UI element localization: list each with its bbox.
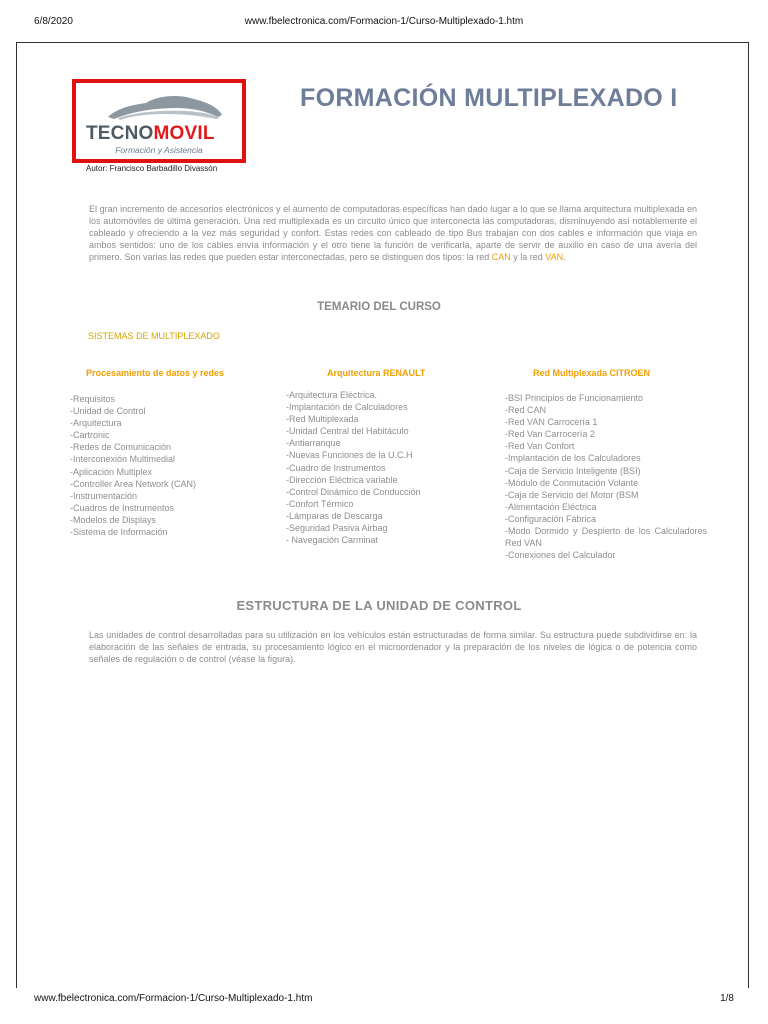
list-item: -Módulo de Conmutación Volante <box>505 477 639 488</box>
list-item: -Instrumentación <box>70 490 138 501</box>
list-item: -Cuadro de Instrumentos <box>286 462 386 473</box>
van-link[interactable]: VAN <box>545 252 564 262</box>
list-item: -Red Van Carrocería 2 <box>505 429 595 440</box>
column-title-procesamiento[interactable]: Procesamiento de datos y redes <box>86 368 225 378</box>
list-item: -Sistema de Información <box>70 527 168 538</box>
list-item: -Implantación de Calculadores <box>286 402 408 413</box>
list-item: -BSI Principios de Funcionamiento <box>505 393 644 403</box>
print-footer-url: www.fbelectronica.com/Formacion-1/Curso-Multiplexado-1.htm <box>34 993 313 1004</box>
list-item: -Dirección Eléctrica variable <box>286 474 398 485</box>
page-title: FORMACIÓN MULTIPLEXADO I <box>300 84 678 112</box>
print-header-url: www.fbelectronica.com/Formacion-1/Curso-Multiplexado-1.htm <box>244 16 524 27</box>
citroen-list <box>505 392 707 561</box>
car-silhouette-icon <box>106 91 224 121</box>
author-credit: Autor: Francisco Barbadillo Divassón <box>86 164 218 173</box>
list-item: -Confort Térmico <box>286 498 354 509</box>
intro-text: El gran incremento de accesorios electrónicos y el aumento de computadoras específicas han dado lugar a lo que se llama arquitectura multiplexada en los automóviles de última generación. Una red multiplexada es un circuito único que interconecta las computadoras, disminuyendo así notablemente el cableado y ofreciendo a la vez más seguridad y confort. Estas redes con cableado de tipo Bus trabajan con dos cables e información que viaja en ambos sentidos: uno de los cables envía información y el otro tiene la función de verificarla, aparte de servir de auxilio en caso de una avería del primero. Son varias las redes que pueden estar interconectadas, pero se distinguen dos tipos: la red <box>89 204 697 262</box>
tecnomovil-logo <box>72 79 246 163</box>
list-item: -Caja de Servicio del Motor (BSM <box>505 489 639 500</box>
intro-mid-text: y la red <box>510 252 546 262</box>
renault-list <box>286 389 421 546</box>
can-link[interactable]: CAN <box>491 252 511 262</box>
list-item: - Navegación Carminat <box>286 535 379 546</box>
estructura-paragraph: Las unidades de control desarrolladas para su utilización en los vehículos están estructuradas de forma similar. Su estructura puede subdividirse en: la elaboración de las señales de entrada, su procesamiento lógico en el microordenador y la preparación de los niveles de lógica o de potencia como señales de regulación o de control (véase la figura). <box>89 630 697 664</box>
list-item: -Red Van Confort <box>505 441 575 452</box>
logo-wordmark-movil: MOVIL <box>153 123 215 144</box>
list-item: -Arquitectura <box>70 418 122 429</box>
list-item: -Modo Dormido y Despierto de los Calculadores Red VAN <box>505 526 707 549</box>
estructura-heading: ESTRUCTURA DE LA UNIDAD DE CONTROL <box>236 598 522 613</box>
intro-end-text: . <box>563 252 566 262</box>
list-item: -Cuadros de Instrumentos <box>70 502 175 513</box>
list-item: -Conexiones del Calculador <box>505 550 616 561</box>
list-item: -Configuración Fábrica <box>505 513 597 524</box>
sistemas-subheading[interactable]: SISTEMAS DE MULTIPLEXADO <box>88 331 220 341</box>
list-item: -Alimentación Eléctrica <box>505 501 597 512</box>
logo-wordmark-tecno: TECNO <box>86 123 154 144</box>
temario-heading: TEMARIO DEL CURSO <box>317 301 441 313</box>
list-item: -Implantación de los Calculadores <box>505 453 641 464</box>
list-item: -Requisitos <box>70 394 116 404</box>
list-item: -Red Multiplexada <box>286 414 359 425</box>
list-item: -Antiarranque <box>286 438 341 449</box>
list-item: -Seguridad Pasiva Airbag <box>286 523 388 534</box>
list-item: -Control Dinámico de Conducción <box>286 486 421 497</box>
procesamiento-list <box>70 393 196 538</box>
page-number: 1/8 <box>720 993 734 1004</box>
list-item: -Unidad Central del Habitáculo <box>286 426 409 437</box>
print-date: 6/8/2020 <box>34 16 73 27</box>
list-item: -Controller Area Network (CAN) <box>70 478 197 489</box>
list-item: -Red CAN <box>505 405 547 416</box>
list-item: -Modelos de Displays <box>70 514 157 525</box>
list-item: -Nuevas Funciones de la U.C.H <box>286 450 413 461</box>
logo-tagline: Formación y Asistencia <box>115 145 203 155</box>
list-item: -Cartronic <box>70 430 110 441</box>
list-item: -Unidad de Control <box>70 406 146 417</box>
list-item: -Caja de Servicio Inteligente (BSI) <box>505 465 641 476</box>
column-title-citroen[interactable]: Red Multiplexada CITROEN <box>533 368 651 378</box>
list-item: -Lámparas de Descarga <box>286 510 383 521</box>
list-item: -Interconexión Multimedial <box>70 454 176 465</box>
list-item: -Arquitectura Eléctrica. <box>286 390 378 400</box>
logo-wordmark <box>86 123 236 145</box>
list-item: -Aplicación Multiplex <box>70 466 153 477</box>
column-title-renault[interactable]: Arquitectura RENAULT <box>327 368 426 378</box>
list-item: -Redes de Comunicación <box>70 442 172 453</box>
list-item: -Red VAN Carrocería 1 <box>505 417 598 428</box>
intro-paragraph <box>89 203 697 263</box>
